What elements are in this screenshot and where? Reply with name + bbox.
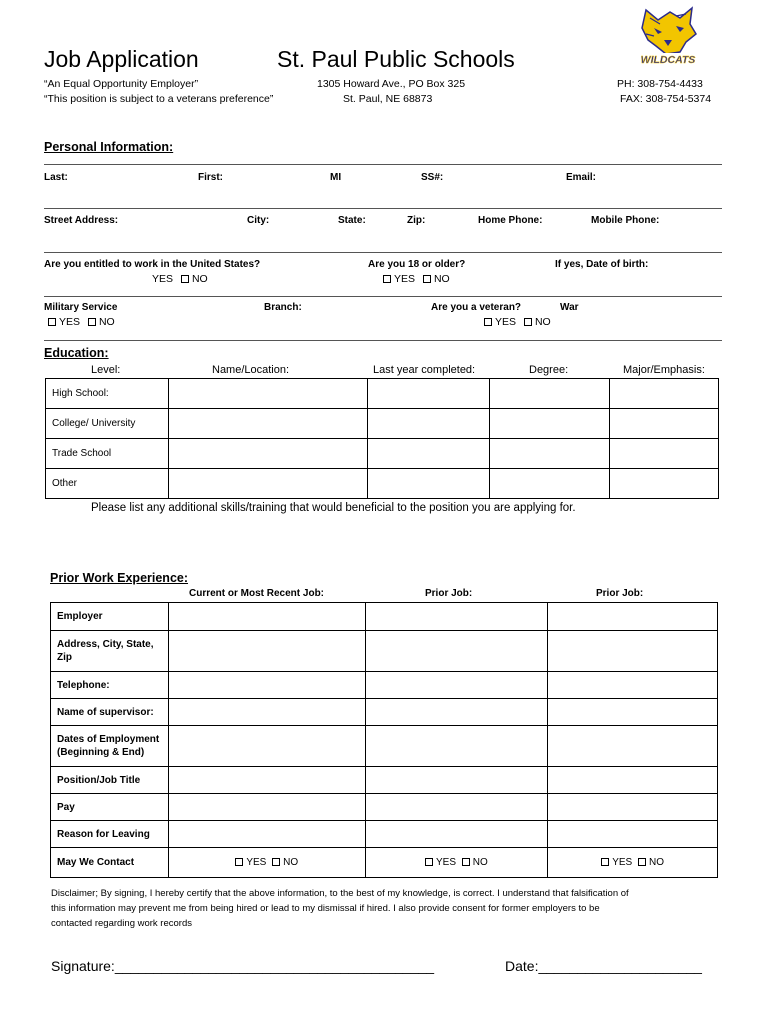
contact-no: NO <box>472 857 488 868</box>
table-row <box>51 767 718 794</box>
work-col-prior-job-1: Prior Job: <box>425 588 473 599</box>
work-cell[interactable] <box>548 672 718 699</box>
street-address-label: Street Address: <box>44 215 119 226</box>
work-cell[interactable] <box>548 767 718 794</box>
edu-year-cell[interactable] <box>367 439 490 469</box>
work-cell[interactable] <box>365 603 548 631</box>
signature-line[interactable]: Signature:_________________________________________ <box>51 958 435 974</box>
age-yes-checkbox[interactable] <box>383 275 391 283</box>
first-name-label: First: <box>198 172 223 183</box>
edu-major-cell[interactable] <box>610 409 719 439</box>
work-row-pay <box>51 794 169 821</box>
work-cell[interactable] <box>168 726 365 767</box>
work-row-telephone <box>51 672 169 699</box>
mobile-phone-label: Mobile Phone: <box>591 215 660 226</box>
work-cell[interactable] <box>548 821 718 848</box>
veteran-yes-checkbox[interactable] <box>484 318 492 326</box>
city-label: City: <box>247 215 270 226</box>
work-row-label: Telephone: <box>57 679 110 691</box>
work-cell[interactable] <box>168 672 365 699</box>
edu-level-high-school: High School: <box>46 379 169 409</box>
table-row <box>51 821 718 848</box>
table-row <box>51 699 718 726</box>
table-row <box>51 794 718 821</box>
work-row-label-line2: (Beginning & End) <box>57 747 145 758</box>
tagline-veterans: “This position is subject to a veterans preference” <box>44 93 274 105</box>
edu-year-cell[interactable] <box>367 469 490 499</box>
work-cell[interactable] <box>168 631 365 672</box>
work-row-label-line2: Zip <box>57 652 72 663</box>
divider <box>44 296 722 297</box>
edu-name-cell[interactable] <box>168 409 367 439</box>
school-fax: FAX: 308-754-5374 <box>620 93 712 105</box>
work-col-current-job: Current or Most Recent Job: <box>189 588 325 599</box>
contact-yes-checkbox[interactable] <box>601 858 609 866</box>
divider <box>44 208 722 209</box>
work-eligibility-options <box>152 273 208 285</box>
edu-name-cell[interactable] <box>168 469 367 499</box>
age-options <box>383 273 450 285</box>
edu-major-cell[interactable] <box>610 379 719 409</box>
edu-degree-cell[interactable] <box>490 409 610 439</box>
contact-yes: YES <box>436 857 457 868</box>
wildcats-logo <box>636 6 700 66</box>
contact-yes: YES <box>246 857 267 868</box>
work-row-employer <box>51 603 169 631</box>
state-label: State: <box>338 215 366 226</box>
edu-level-college: College/ University <box>46 409 169 439</box>
work-cell[interactable] <box>365 726 548 767</box>
work-experience-table <box>50 602 718 878</box>
divider <box>44 252 722 253</box>
school-address-line2: St. Paul, NE 68873 <box>343 93 433 105</box>
divider <box>44 340 722 341</box>
skills-prompt: Please list any additional skills/training that would beneficial to the position you are applying for. <box>91 502 576 514</box>
table-row <box>51 726 718 767</box>
disclaimer-line2: this information may prevent me from being hired or lead to my dismissal if hired. I also provide consent for former employers to be <box>51 903 600 914</box>
work-col-prior-job-2: Prior Job: <box>596 588 644 599</box>
edu-col-major: Major/Emphasis: <box>623 364 705 376</box>
contact-no: NO <box>649 857 665 868</box>
tagline-equal-opportunity: “An Equal Opportunity Employer” <box>44 78 199 90</box>
age-yes: YES <box>394 273 416 285</box>
school-address-line1: 1305 Howard Ave., PO Box 325 <box>317 78 466 90</box>
contact-options-prior-1 <box>365 848 548 878</box>
work-eligibility-no-checkbox[interactable] <box>181 275 189 283</box>
edu-name-cell[interactable] <box>168 439 367 469</box>
work-row-label: Pay <box>57 801 75 813</box>
work-row-label: Position/Job Title <box>57 774 141 786</box>
veteran-question-label: Are you a veteran? <box>431 302 522 313</box>
personal-info-heading: Personal Information: <box>44 140 174 154</box>
work-eligibility-label: Are you entitled to work in the United States? <box>44 259 261 270</box>
war-label: War <box>560 302 579 313</box>
work-cell[interactable] <box>365 699 548 726</box>
work-row-label: Address, City, State, <box>57 639 154 650</box>
contact-yes-checkbox[interactable] <box>235 858 243 866</box>
work-experience-heading: Prior Work Experience: <box>50 571 189 585</box>
contact-no-checkbox[interactable] <box>272 858 280 866</box>
age-no-checkbox[interactable] <box>423 275 431 283</box>
table-row <box>51 603 718 631</box>
contact-options-prior-2 <box>548 848 718 878</box>
edu-col-level: Level: <box>91 364 121 376</box>
branch-label: Branch: <box>264 302 302 313</box>
work-cell[interactable] <box>365 794 548 821</box>
contact-yes: YES <box>612 857 633 868</box>
work-cell[interactable] <box>365 821 548 848</box>
table-row <box>46 409 719 439</box>
veteran-yes: YES <box>495 316 517 328</box>
ssn-label: SS#: <box>421 172 444 183</box>
work-cell[interactable] <box>548 699 718 726</box>
work-row-label: Employer <box>57 611 103 622</box>
disclaimer-line1: Disclaimer; By signing, I hereby certify that the above information, to the best of my knowledge, is correct. I understand that falsification of <box>51 888 629 899</box>
work-cell[interactable] <box>365 672 548 699</box>
work-cell[interactable] <box>548 726 718 767</box>
work-cell[interactable] <box>168 794 365 821</box>
edu-col-degree: Degree: <box>529 364 569 376</box>
age-no: NO <box>433 273 450 285</box>
table-row <box>46 439 719 469</box>
edu-name-cell[interactable] <box>168 379 367 409</box>
work-eligibility-yes: YES <box>152 273 174 285</box>
veteran-no: NO <box>534 316 551 328</box>
work-cell[interactable] <box>168 821 365 848</box>
contact-yes-checkbox[interactable] <box>425 858 433 866</box>
edu-major-cell[interactable] <box>610 439 719 469</box>
date-of-birth-label: If yes, Date of birth: <box>555 259 649 270</box>
divider <box>44 164 722 165</box>
edu-degree-cell[interactable] <box>490 469 610 499</box>
edu-year-cell[interactable] <box>367 409 490 439</box>
disclaimer-line3: contacted regarding work records <box>51 918 192 929</box>
veteran-options <box>484 316 551 328</box>
military-options <box>48 316 115 328</box>
contact-options-current <box>168 848 365 878</box>
contact-no-checkbox[interactable] <box>462 858 470 866</box>
military-no: NO <box>98 316 115 328</box>
veteran-no-checkbox[interactable] <box>524 318 532 326</box>
edu-level-other: Other <box>46 469 169 499</box>
edu-col-name-location: Name/Location: <box>212 364 290 376</box>
military-service-label: Military Service <box>44 302 118 313</box>
email-label: Email: <box>566 172 597 183</box>
work-row-label: Name of supervisor: <box>57 706 154 718</box>
edu-degree-cell[interactable] <box>490 379 610 409</box>
school-name: St. Paul Public Schools <box>277 46 515 72</box>
edu-degree-cell[interactable] <box>490 439 610 469</box>
work-row-supervisor <box>51 699 169 726</box>
work-eligibility-no: NO <box>191 273 208 285</box>
last-name-label: Last: <box>44 172 68 183</box>
edu-col-last-year: Last year completed: <box>373 364 476 376</box>
table-row <box>46 469 719 499</box>
work-row-contact <box>51 848 169 878</box>
work-row-label: May We Contact <box>57 857 135 868</box>
work-row-label: Dates of Employment <box>57 734 160 745</box>
logo-text: WILDCATS <box>640 54 696 66</box>
military-yes: YES <box>59 316 81 328</box>
school-phone: PH: 308-754-4433 <box>617 78 703 90</box>
work-cell[interactable] <box>365 767 548 794</box>
work-row-dates <box>51 726 169 767</box>
home-phone-label: Home Phone: <box>478 215 543 226</box>
work-row-address <box>51 631 169 672</box>
work-cell[interactable] <box>168 767 365 794</box>
work-cell[interactable] <box>548 794 718 821</box>
table-row <box>51 631 718 672</box>
page-title: Job Application <box>44 46 199 72</box>
education-heading: Education: <box>44 346 109 360</box>
contact-no: NO <box>283 857 299 868</box>
contact-no-checkbox[interactable] <box>638 858 646 866</box>
edu-major-cell[interactable] <box>610 469 719 499</box>
military-yes-checkbox[interactable] <box>48 318 56 326</box>
work-cell[interactable] <box>548 603 718 631</box>
education-table <box>45 378 719 499</box>
work-cell[interactable] <box>168 699 365 726</box>
edu-year-cell[interactable] <box>367 379 490 409</box>
edu-level-trade-school: Trade School <box>46 439 169 469</box>
zip-label: Zip: <box>407 215 426 226</box>
work-cell[interactable] <box>548 631 718 672</box>
military-no-checkbox[interactable] <box>88 318 96 326</box>
work-row-position <box>51 767 169 794</box>
table-row <box>46 379 719 409</box>
work-cell[interactable] <box>365 631 548 672</box>
work-cell[interactable] <box>168 603 365 631</box>
table-row <box>51 672 718 699</box>
middle-initial-label: MI <box>330 172 342 183</box>
work-row-reason <box>51 821 169 848</box>
date-line[interactable]: Date:_____________________ <box>505 958 702 974</box>
age-question-label: Are you 18 or older? <box>368 259 466 270</box>
table-row <box>51 848 718 878</box>
work-row-label: Reason for Leaving <box>57 828 150 840</box>
